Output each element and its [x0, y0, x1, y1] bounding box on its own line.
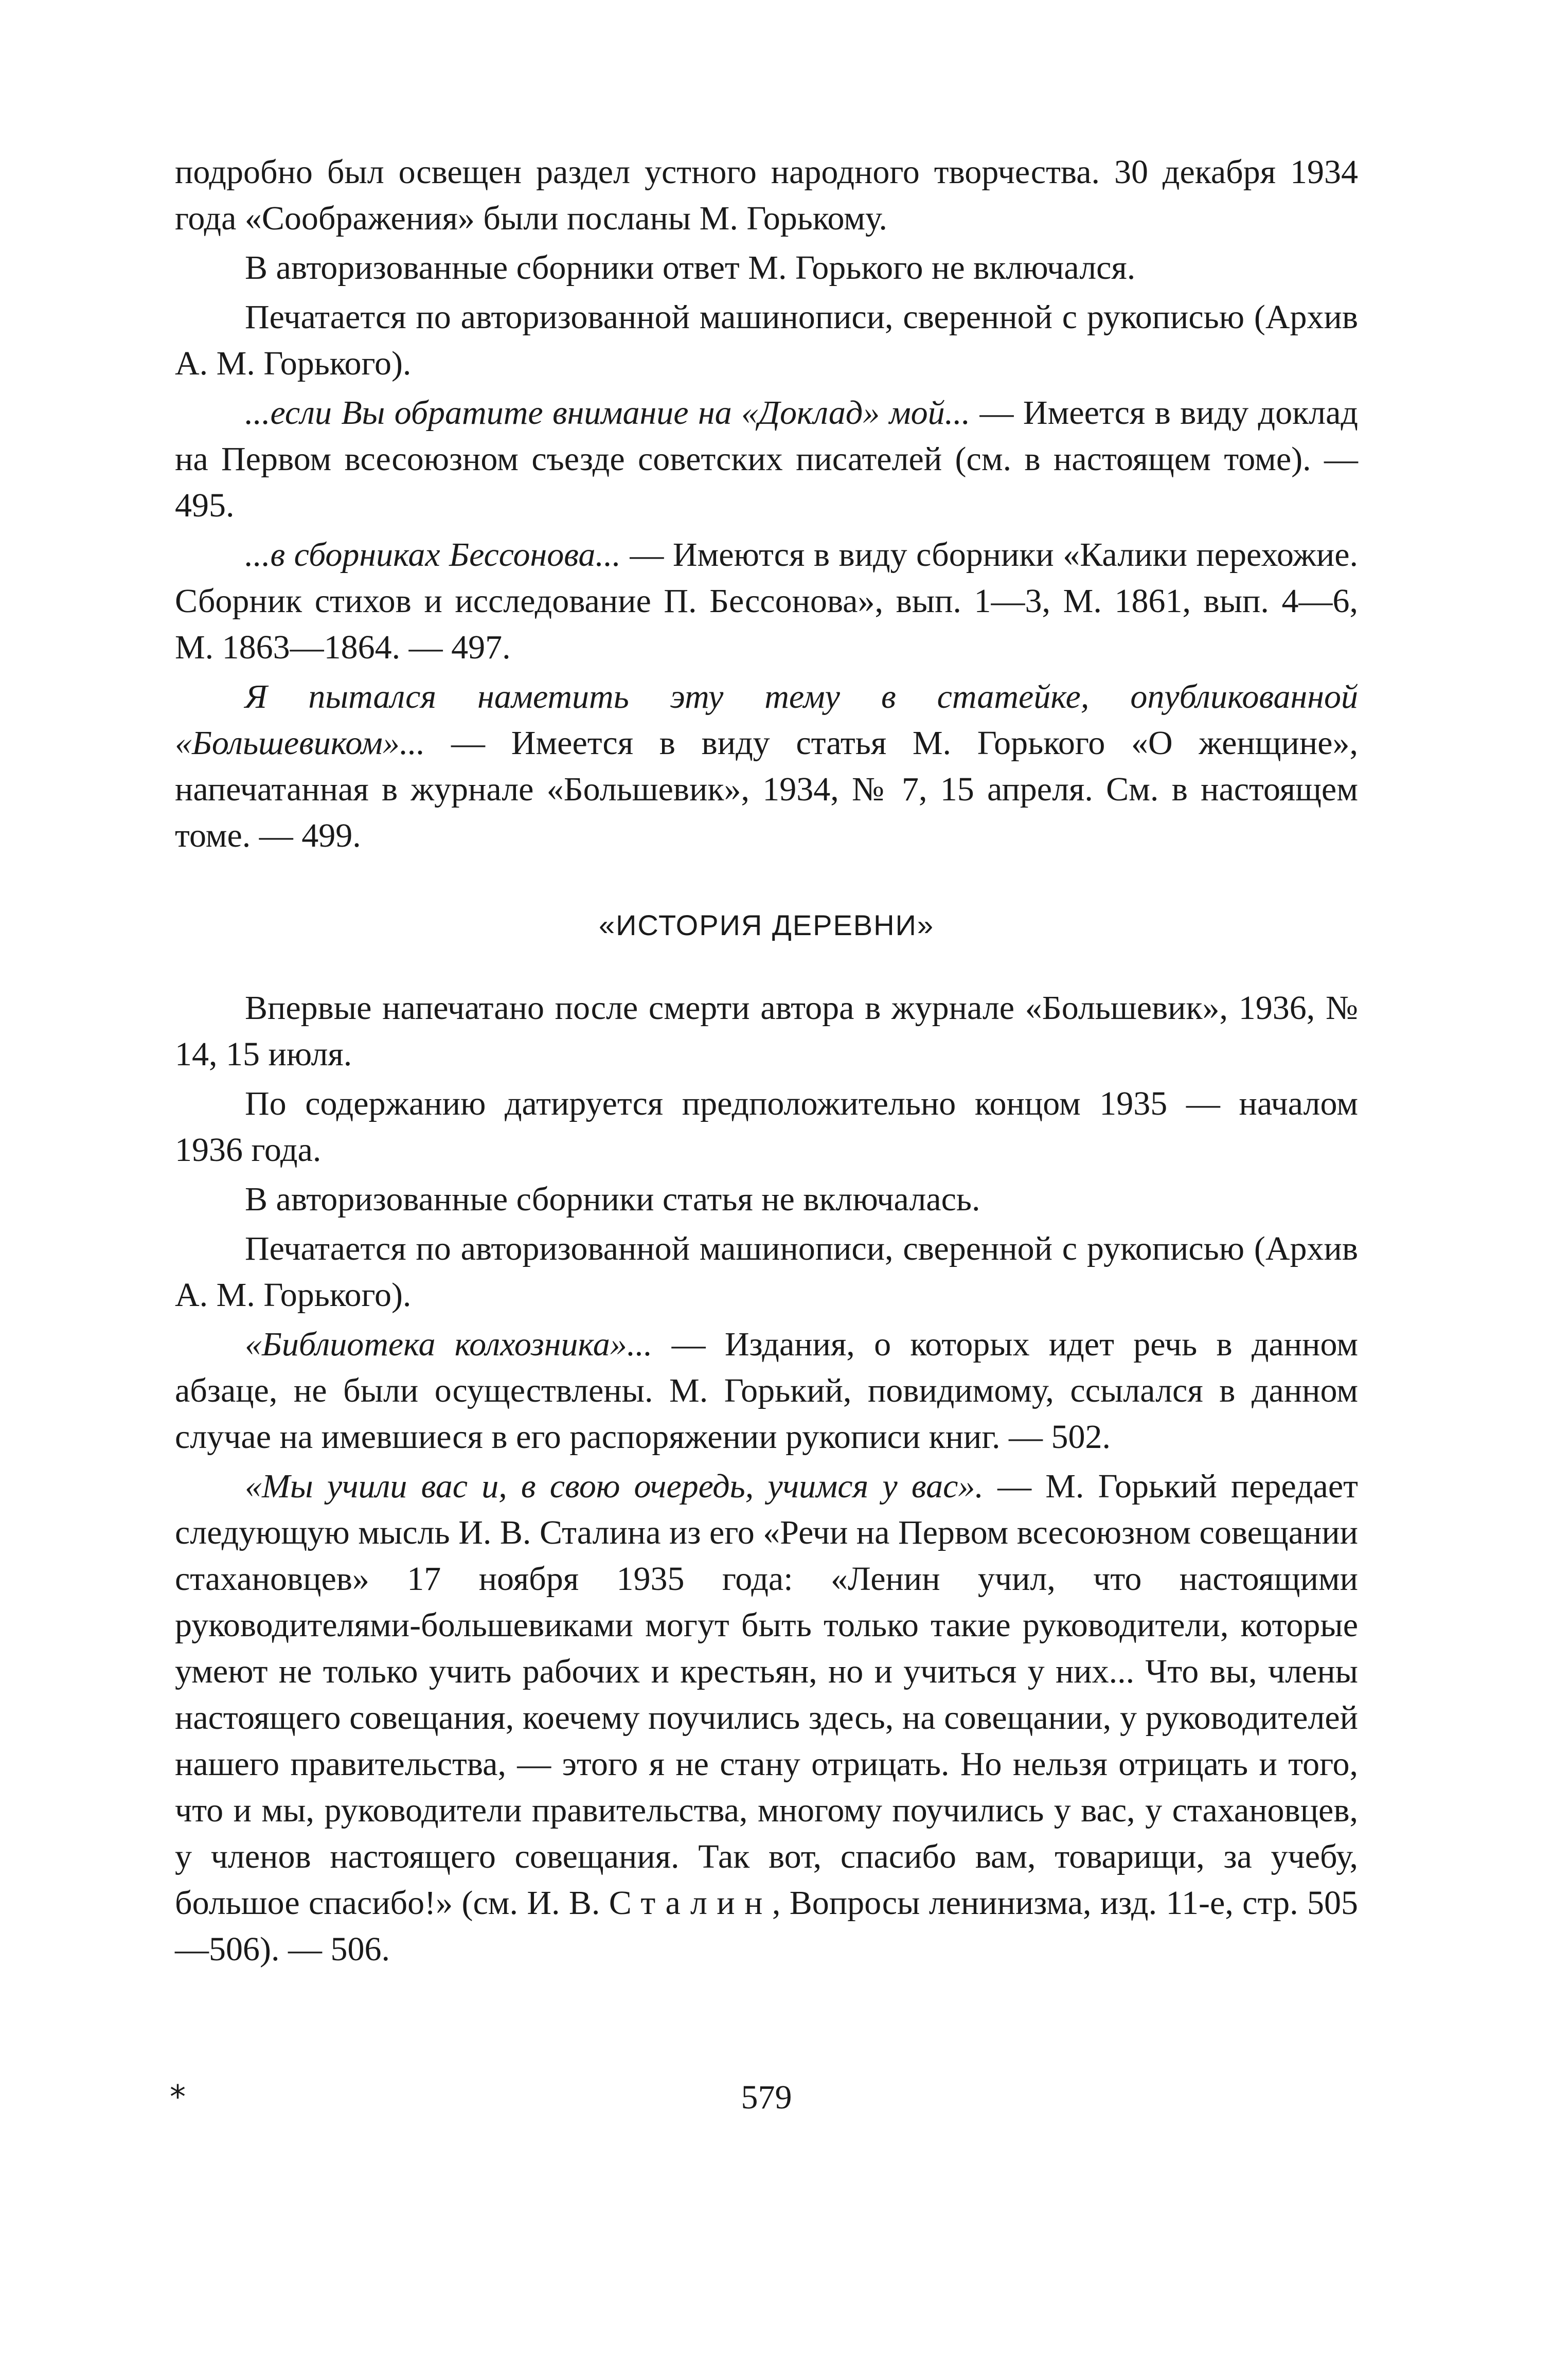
paragraph-text: Печатается по авторизованной машинописи, сверенной с рукописью (Архив А. М. Горького).	[175, 1230, 1358, 1314]
note-text: , Вопросы ленинизма, изд. 11-е, стр. 505—506). — 506.	[175, 1884, 1358, 1968]
asterisk-mark: *	[170, 2078, 186, 2116]
paragraph-text: По содержанию датируется предположительно концом 1935 — началом 1936 года.	[175, 1085, 1358, 1169]
note-text: — М. Горький передает следующую мысль И. В. Сталина из его «Речи на Первом всесоюзном совещании стахановцев» 17 ноября 1935 года: «Ленин учил, что настоящими руководителями-большевиками могут быть только такие руководители, которые умеют не только учить рабочих и крестьян, но и учиться у них... Что вы, члены настоящего совещания, коечему поучились здесь, на совещании, у руководителей нашего правительства, — этого я не стану отрицать. Но нельзя отрицать и того, что и мы, руководители правительства, многому поучились у вас, у стахановцев, у членов настоящего совещания. Так вот, спасибо вам, товарищи, за учебу, большое спасибо!» (см. И. В.	[175, 1468, 1358, 1922]
paragraph	[175, 149, 1358, 242]
page-number: 579	[741, 2079, 792, 2116]
section-heading: «ИСТОРИЯ ДЕРЕВНИ»	[599, 909, 934, 941]
note-paragraph	[175, 674, 1358, 859]
paragraph-text: Впервые напечатано после смерти автора в журнале «Большевик», 1936, № 14, 15 июля.	[175, 989, 1358, 1073]
note-text: — Издания, о которых идет речь в данном абзаце, не были осуществлены. М. Горький, повидимому, ссылался в данном случае на имевшиеся в его распоряжении рукописи книг. — 502.	[175, 1326, 1358, 1456]
paragraph	[175, 1081, 1358, 1173]
note-quote: Я пытался наметить эту тему в статейке, опубликованной «Большевиком»...	[175, 678, 1358, 762]
note-quote: «Мы учили вас и, в свою очередь, учимся у вас».	[245, 1468, 984, 1505]
paragraph-text: В авторизованные сборники статья не включалась.	[245, 1180, 980, 1218]
author-name: Сталин	[609, 1884, 772, 1922]
note-paragraph	[175, 532, 1358, 671]
paragraph	[175, 294, 1358, 387]
note-quote: ...если Вы обратите внимание на «Доклад» мой...	[245, 394, 971, 432]
page-footer	[170, 2078, 1358, 2130]
paragraph-text: В авторизованные сборники ответ М. Горького не включался.	[245, 249, 1136, 287]
note-paragraph	[175, 390, 1358, 529]
paragraph	[175, 985, 1358, 1078]
paragraph	[175, 1226, 1358, 1318]
note-paragraph	[175, 1463, 1358, 1973]
paragraph	[175, 245, 1358, 291]
note-quote: ...в сборниках Бессонова...	[245, 536, 621, 574]
note-text: — Имеется в виду статья М. Горького «О женщине», напечатанная в журнале «Большевик», 1934, № 7, 15 апреля. См. в настоящем томе. — 499.	[175, 724, 1358, 854]
paragraph	[175, 1176, 1358, 1223]
paragraph-text: Печатается по авторизованной машинописи, сверенной с рукописью (Архив А. М. Горького).	[175, 298, 1358, 382]
note-quote: «Библиотека колхозника»...	[245, 1326, 653, 1363]
note-paragraph	[175, 1321, 1358, 1460]
note-text: — Имеются в виду сборники «Калики перехожие. Сборник стихов и исследование П. Бессонова», вып. 1—3, М. 1861, вып. 4—6, М. 1863—1864. — 497.	[175, 536, 1358, 666]
paragraph-text: подробно был освещен раздел устного народного творчества. 30 декабря 1934 года «Соображения» были посланы М. Горькому.	[175, 153, 1358, 237]
page-body	[175, 149, 1358, 1976]
note-text: — Имеется в виду доклад на Первом всесоюзном съезде советских писателей (см. в настоящем томе). — 495.	[175, 394, 1358, 524]
